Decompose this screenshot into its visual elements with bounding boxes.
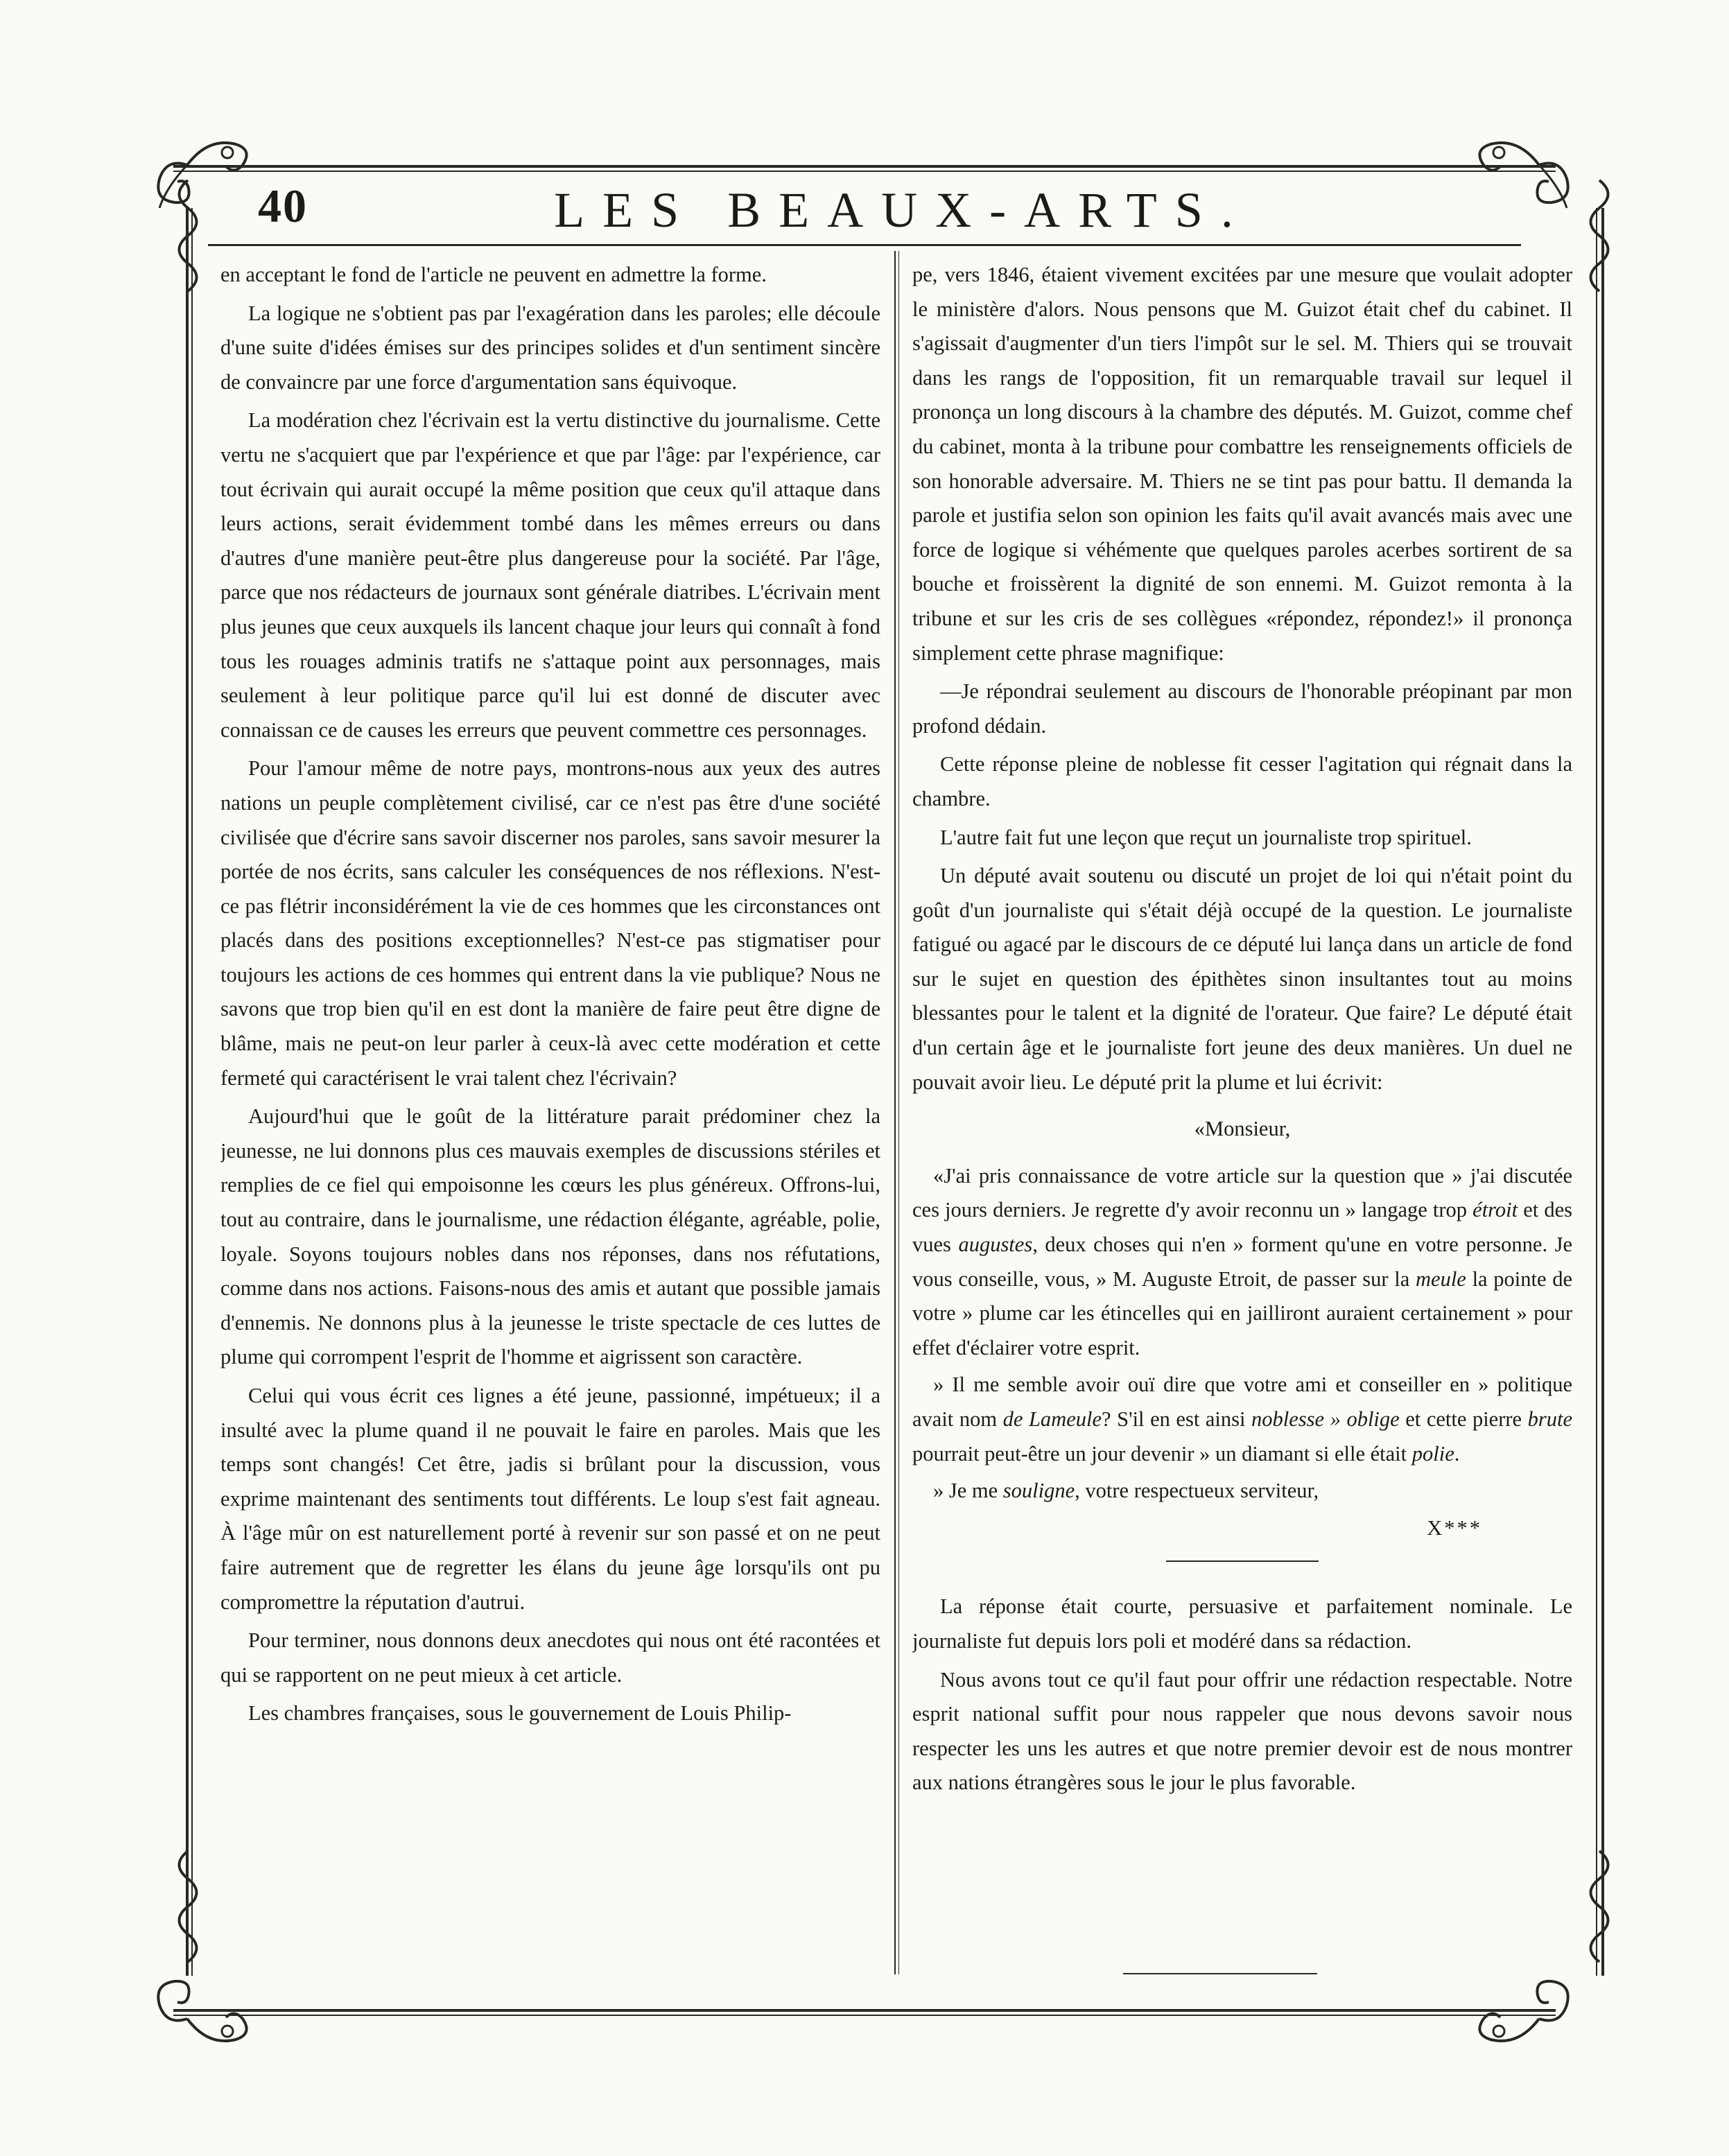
- corner-flourish-icon: [1470, 1962, 1581, 2059]
- frame-left-rule-inner: [191, 208, 193, 1976]
- paragraph: La modération chez l'écrivain est la vertu distinctive du journalisme. Cette vertu ne s'acquiert que par l'expérience et que par l'âge: par l'expérience, car tout écrivain qui aurait occupé la même position que ceux qu'il attaque dans leurs actions, serait évidemment tombé dans les mêmes erreurs ou dans d'autres d'une manière peut-être plus dangereuse pour la société. Par l'âge, parce que nos rédacteurs de journaux sont générale diatribes. L'écrivain ment plus jeunes que ceux auxquels ils lancent chaque jour leurs qui connaît à fond tous les rouages adminis tratifs ne s'attaque point aux personnages, mais seulement à leur politique parce qu'il lui est donné de discuter avec connaissan ce de causes les erreurs que peuvent commettre ces personnages.: [220, 408, 880, 742]
- section-rule: [1166, 1561, 1319, 1562]
- paragraph: La réponse était courte, persuasive et parfaitement nominale. Le journaliste fut depuis lors poli et modéré dans sa rédaction.: [912, 1594, 1572, 1653]
- paragraph: pe, vers 1846, étaient vivement excitées par une mesure que voulait adopter le ministère d'alors. Nous pensons que M. Guizot était chef du cabinet. Il s'agissait d'augmenter d'un tiers l'impôt sur le sel. M. Thiers qui se trouvait dans les rangs de l'opposition, fit un remarquable travail sur lequel il prononça un long discours à la chambre des députés. M. Guizot, comme chef du cabinet, monta à la tribune pour combattre les renseignements officiels de son honorable adversaire. M. Thiers ne se tint pas pour battu. Il demanda la parole et justifia selon son opinion les faits qu'il avait avancés mais avec une force de logique si véhémente que quelques paroles acerbes sortirent de sa bouche et froissèrent la dignité de son ennemi. M. Guizot remonta à la tribune et sur les cris de ses collègues «répondez, répondez!» il prononça simplement cette phrase magnifique:: [912, 263, 1572, 665]
- paragraph: Celui qui vous écrit ces lignes a été jeune, passionné, impétueux; il a insulté avec la plume quand il ne pouvait le faire en paroles. Mais que les temps sont changés! Cet être, jadis si brûlant pour la discussion, vous exprime maintenant des sentiments tout différents. Le loup s'est fait agneau. À l'âge mûr on est naturellement porté à revenir sur son passé et on ne peut faire autrement que de regretter les élans du jeune âge lorsqu'ils ont pu compromettre la réputation d'autrui.: [220, 1384, 880, 1614]
- letter-italic: meule: [1416, 1267, 1466, 1291]
- frame-right-rule: [1601, 208, 1604, 1976]
- letter-italic: polie: [1411, 1441, 1454, 1466]
- paragraph: Pour terminer, nous donnons deux anecdotes qui nous ont été racontées et qui se rapportent on ne peut mieux à cet article.: [220, 1628, 880, 1687]
- frame-top-rule-inner: [173, 171, 1556, 172]
- letter-text: ? S'il en est ainsi: [1102, 1407, 1246, 1431]
- letter-italic: brute: [1527, 1407, 1572, 1431]
- paragraph: Un député avait soutenu ou discuté un projet de loi qui n'était point du goût d'un journaliste qui s'était déjà occupé de la question. Le journaliste fatigué ou agacé par le discours de ce député lui lança dans un article de fond sur le sujet en question des épithètes sinon insultantes tout au moins blessantes pour le talent et la dignité de l'orateur. Que faire? Le député était d'un certain âge et le journaliste fort jeune des deux manières. Un duel ne pouvait avoir lieu. Le député prit la plume et lui écrivit:: [912, 864, 1572, 1094]
- letter-salutation: «Monsieur,: [1194, 1117, 1291, 1141]
- corner-flourish-icon: [146, 1962, 257, 2059]
- letter-text: et cette pierre: [1405, 1407, 1522, 1431]
- letter-signature: X***: [1427, 1515, 1482, 1540]
- letter-text: » Il me semble avoir ouï dire que votre ami et conseiller en » politique avait nom: [912, 1373, 1572, 1431]
- paragraph: Cette réponse pleine de noblesse fit cesser l'agitation qui régnait dans la chambre.: [912, 752, 1572, 810]
- letter-paragraph: [912, 1159, 1572, 1366]
- column-divider-inner: [898, 251, 899, 1974]
- letter-paragraph: [912, 1474, 1572, 1509]
- quotation: —Je répondrai seulement au discours de l'honorable préopinant par mon profond dédain.: [912, 679, 1572, 738]
- paragraph: Pour l'amour même de notre pays, montrons-nous aux yeux des autres nations un peuple complètement civilisé, car ce n'est pas être d'une société civilisée que d'écrire sans savoir discerner nos paroles, sans savoir mesurer la portée de nos écrits, sans calculer les conséquences de nos réflexions. N'est-ce pas flétrir inconsidérément la vie de ces hommes que les circonstances ont placés dans des positions exceptionnelles? N'est-ce pas stigmatiser pour toujours les actions de ces hommes qui entrent dans la vie publique? Nous ne savons que trop bien qu'il en est dont la manière de faire peut être digne de blâme, mais ne peut-on leur parler à ceux-là avec cette modération et cette fermeté qui caractérisent le vrai talent chez l'écrivain?: [220, 756, 880, 1090]
- letter-paragraph: [912, 1368, 1572, 1471]
- letter-italic: augustes: [958, 1233, 1033, 1257]
- letter-text: » Je me: [933, 1479, 998, 1503]
- letter-text: pourrait peut-être un jour devenir » un diamant si elle était: [912, 1441, 1407, 1466]
- paragraph: Aujourd'hui que le goût de la littérature parait prédominer chez la jeunesse, ne lui donnons plus ces mauvais exemples de discussions stériles et remplies de ce fiel qui empoisonne les cœurs les plus généreux. Offrons-lui, tout au contraire, dans le journalisme, une rédaction élégante, agréable, polie, loyale. Soyons toujours nobles dans nos réponses, dans nos réfutations, comme dans nos actions. Faisons-nous des amis et autant que possible jamais d'ennemis. Ne donnons plus à la jeunesse le triste spectacle de ces luttes de plume qui corrompent l'esprit de l'homme et aigrissent son caractère.: [220, 1104, 880, 1369]
- frame-right-rule-inner: [1596, 208, 1597, 1976]
- letter-italic: étroit: [1472, 1198, 1518, 1222]
- left-column: [220, 258, 880, 1963]
- letter-text: , deux choses qui n'en » forment qu'une en votre personne. Je vous conseille, vous, » M. Auguste Etroit, de passer sur la: [912, 1233, 1572, 1291]
- side-scroll-ornament-icon: [164, 1844, 212, 1969]
- side-scroll-ornament-icon: [1575, 1844, 1624, 1969]
- right-column: [912, 258, 1572, 1963]
- frame-bottom-rule-inner: [173, 2015, 1556, 2016]
- journal-title: LES BEAUX-ARTS.: [554, 182, 1251, 238]
- letter-text: «J'ai pris connaissance de votre article sur la question que » j'ai discutée ces jours derniers. Je regrette d'y avoir reconnu un » langage trop: [912, 1163, 1572, 1222]
- paragraph: L'autre fait fut une leçon que reçut un journaliste trop spirituel.: [940, 825, 1472, 849]
- paragraph: La logique ne s'obtient pas par l'exagération dans les paroles; elle découle d'une suite d'idées émises sur des principes solides et d'un sentiment sincère de convaincre par une force d'argumentation sans équivoque.: [220, 301, 880, 394]
- letter-text: .: [1454, 1441, 1460, 1466]
- letter-italic: souligne: [1002, 1479, 1075, 1503]
- closing-rule: [1123, 1973, 1317, 1974]
- frame-top-rule: [173, 165, 1556, 168]
- column-divider: [894, 251, 896, 1974]
- page-number: 40: [258, 180, 308, 232]
- frame-bottom-rule: [173, 2009, 1556, 2012]
- letter-italic: de Lameule: [1002, 1407, 1102, 1431]
- frame-left-rule: [186, 208, 189, 1976]
- letter-text: la pointe de votre » plume car les étincelles qui en jailliront auraient certainement » pour effet d'éclairer votre esprit.: [912, 1267, 1572, 1359]
- paragraph: Les chambres françaises, sous le gouvernement de Louis Philip-: [248, 1701, 792, 1725]
- letter-italic: noblesse » oblige: [1251, 1407, 1400, 1431]
- letter-text: , votre respectueux serviteur,: [1075, 1479, 1319, 1503]
- paragraph: Nous avons tout ce qu'il faut pour offrir une rédaction respectable. Notre esprit national suffit pour nous rappeler que nous devons savoir nous respecter les uns les autres et que notre premier devoir est de nous montrer aux nations étrangères sous le jour le plus favorable.: [912, 1667, 1572, 1795]
- letter-text: et des vues: [912, 1198, 1572, 1257]
- paragraph: en acceptant le fond de l'article ne peuvent en admettre la forme.: [220, 263, 767, 286]
- header-rule: [208, 244, 1521, 246]
